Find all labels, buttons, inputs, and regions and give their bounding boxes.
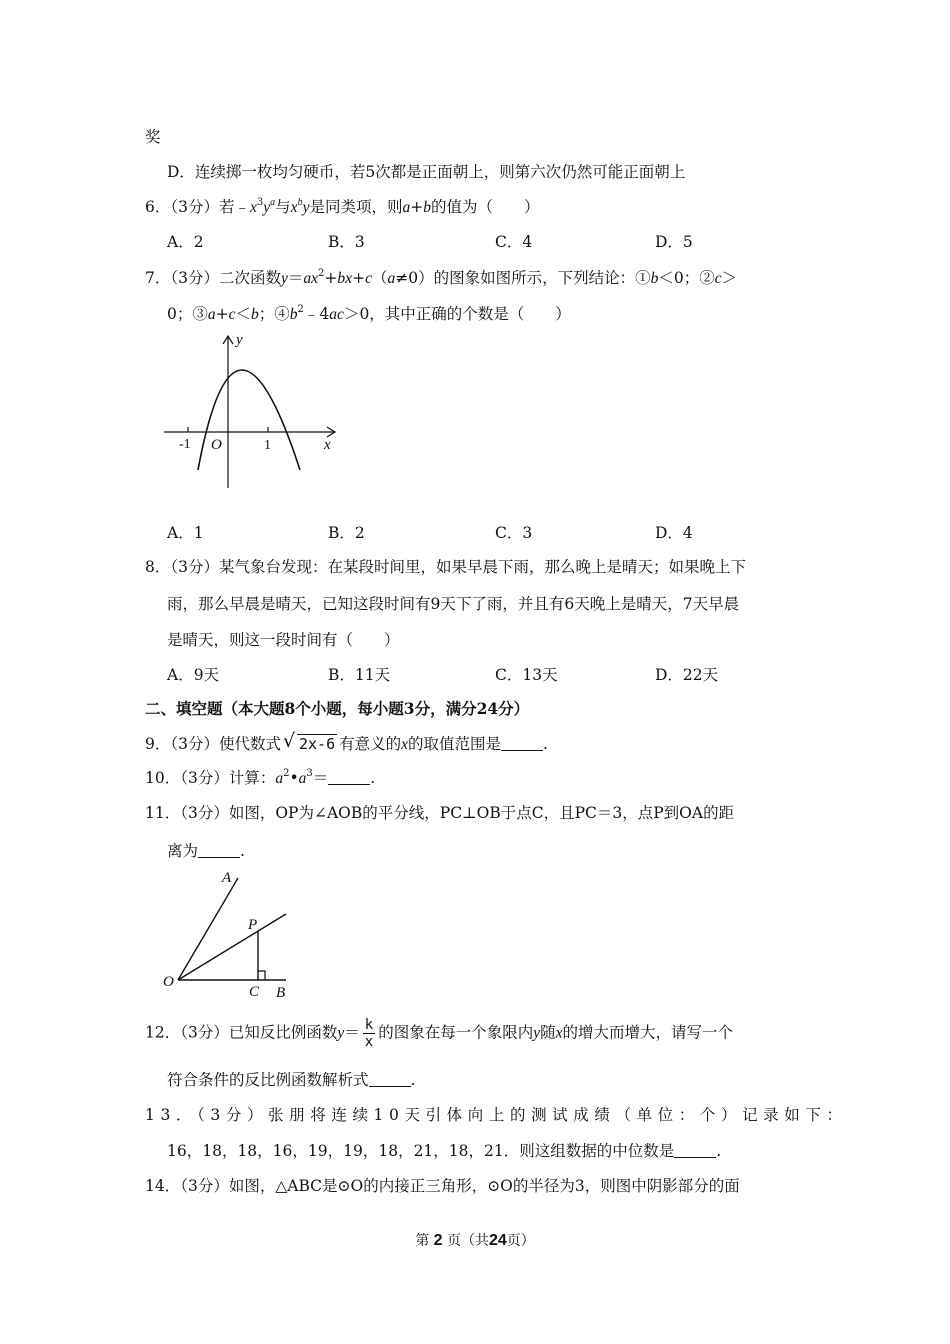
footer-text-a: 第 [415, 1233, 430, 1249]
label-p: P [248, 917, 258, 933]
q7-stem-line2: 0；③a+c＜b；$④b^2﹣4ac>0$，其中正确的个数是（ ） [167, 304, 571, 323]
footer-total-pages: 24 [489, 1232, 507, 1249]
q9-radicand: 2x-6 [299, 735, 336, 753]
q11-text-2b: . [240, 842, 245, 860]
q13-text-2b: . [716, 1142, 722, 1160]
q7-parabola-graph [160, 330, 345, 492]
q9-text-c: 的取值范围是 [408, 735, 502, 753]
q14-text-1: （3分）如图，△ABC是⊙O的内接正三角形，⊙O的半径为3，则图中阴影部分的面 [180, 1177, 740, 1195]
q12-answer-blank[interactable] [369, 1072, 411, 1087]
q11-stem-line1 [145, 803, 734, 823]
q10-answer-blank[interactable] [328, 770, 370, 785]
q9-text-b: 有意义的 [339, 735, 402, 753]
q6-option-c: C．4 [495, 233, 533, 251]
x-axis-label: x [324, 437, 331, 453]
q6-end: 的值为（ ） [430, 198, 540, 216]
q7-text-d: ＞ [721, 269, 738, 287]
q13-answer-blank[interactable] [674, 1143, 716, 1158]
fraction-numerator: k [364, 1017, 374, 1033]
q7-text-f: ；④ [258, 305, 290, 323]
q6-tail: 是同类项，则 [309, 198, 403, 216]
q13-text-2a: 16，18，18，16，19，19，18，21，18，21．则这组数据的中位数是 [167, 1142, 675, 1160]
q10-text-c: . [370, 769, 376, 787]
q12-stem-line1: 12．（3分）已知反比例函数y＝ $\frac{k}{x}$ 的图象在每一个象限内y随x的增大而增大，请写一个 [145, 1017, 734, 1050]
q9-answer-blank[interactable] [501, 736, 543, 751]
q14-number: 14． [145, 1177, 181, 1195]
q10-text-b: ＝ [312, 769, 329, 787]
q7-text-g: ﹣4 [303, 305, 330, 323]
q9-number: 9． [145, 735, 171, 753]
label-b: B [276, 985, 286, 1000]
q7-text-c: ＜0；② [658, 269, 715, 287]
q7-text-e: 0；③ [167, 305, 208, 323]
q6-number: 6． [145, 198, 171, 216]
q7-text-a: （3分）二次函数 [170, 269, 281, 287]
q8-stem-line3: 是晴天，则这一段时间有（ ） [167, 631, 400, 649]
q12-stem-line2 [167, 1070, 415, 1090]
q7-option-d: D．4 [655, 524, 693, 542]
q11-answer-blank[interactable] [198, 843, 240, 858]
q10-text-a: （3分）计算： [180, 769, 276, 787]
q9-stem: 9．（3分）使代数式 √ 2x-6 有意义的x的取值范围是 . [145, 730, 548, 753]
q11-angle-figure [158, 866, 298, 1000]
q11-text-1: （3分）如图，OP为∠AOB的平分线，PC⊥OB于点C，且PC＝3，点P到OA的距 [180, 804, 735, 822]
q5-option-d: D．连续掷一枚均匀硬币，若5次都是正面朝上，则第六次仍然可能正面朝上 [167, 163, 686, 181]
q8-number: 8． [145, 558, 171, 576]
q11-number: 11． [145, 804, 181, 822]
fraction-denominator: x [364, 1034, 374, 1050]
footer-text-c: 页） [506, 1233, 535, 1249]
q9-text-a: （3分）使代数式 [170, 735, 281, 753]
q12-number: 12． [145, 1023, 181, 1042]
right-angle-mark [258, 971, 265, 980]
page-footer [0, 1231, 950, 1251]
q10-number: 10． [145, 769, 181, 787]
q5-tail: 奖 [145, 128, 161, 146]
q14-stem-line1 [145, 1176, 740, 1196]
q13-text-1: （3分）张朋将连续10天引体向上的测试成绩（单位：个）记录如下： [197, 1106, 848, 1124]
origin-label: O [211, 437, 222, 453]
q8-stem-line2: 雨，那么早晨是晴天，已知这段时间有9天下了雨，并且有6天晚上是晴天，7天早晨 [167, 595, 740, 613]
q7-option-c: C．3 [495, 524, 533, 542]
q7-stem-line1: 7．（3分）二次函数$y=ax^2+bx+c(a\ne 0)$的图象如图所示，下列结论：①b＜0；②c＞ [145, 268, 738, 287]
q8-text-1: （3分）某气象台发现：在某段时间里，如果早晨下雨，那么晚上是晴天；如果晚上下 [170, 558, 746, 576]
q10-stem: 10．（3分）计算：$a^2•a^3=$ . [145, 768, 376, 787]
q13-stem-line1 [145, 1105, 848, 1125]
q8-option-a: A．9天 [167, 666, 220, 684]
neg1-label: -1 [179, 437, 191, 452]
q6-points: （3分）若﹣ [170, 198, 250, 216]
one-label: 1 [264, 438, 271, 453]
q7-number: 7． [145, 269, 171, 287]
q13-stem-line2 [167, 1141, 721, 1161]
q7-text-h: ＞0，其中正确的个数是（ ） [343, 305, 571, 323]
q11-stem-line2 [167, 841, 245, 861]
q8-stem-line1 [145, 557, 746, 577]
label-a: A [222, 870, 232, 886]
q9-sqrt: √ 2x-6 [283, 730, 336, 753]
q12-text-2b: . [410, 1071, 416, 1089]
q13-number: 13． [145, 1106, 198, 1124]
q8-option-c: C．13天 [495, 666, 558, 684]
q6-option-b: B．3 [328, 233, 365, 251]
footer-page-number: 2 [433, 1232, 443, 1249]
q12-text-c: 随 [540, 1023, 556, 1042]
q12-text-2a: 符合条件的反比例函数解析式 [167, 1071, 369, 1089]
q7-text-b: 的图象如图所示，下列结论：① [433, 269, 651, 287]
ray-op [178, 914, 286, 980]
q12-text-b: 的图象在每一个象限内 [378, 1023, 534, 1042]
q12-text-d: 的增大而增大，请写一个 [562, 1023, 734, 1042]
label-c: C [249, 984, 260, 1000]
q6-option-a: A．2 [167, 233, 204, 251]
section2-title: 二、填空题（本大题8个小题，每小题3分，满分24分） [145, 699, 530, 718]
q8-option-d: D．22天 [655, 666, 719, 684]
ray-oa [178, 878, 238, 980]
footer-text-b: 页（共 [447, 1233, 489, 1249]
q6-option-d: D．5 [655, 233, 693, 251]
q6-stem: 6．（3分）若$﹣x^3y^a$与$x^by$是同类项，则a+b的值为（ ） [145, 197, 540, 216]
q6-mid: 与 [275, 198, 291, 216]
q8-option-b: B．11天 [328, 666, 391, 684]
parabola-curve [198, 370, 300, 470]
q12-fraction [363, 1017, 375, 1050]
q12-text-a: （3分）已知反比例函数 [180, 1023, 338, 1042]
q9-text-d: . [543, 735, 548, 753]
q7-option-a: A．1 [167, 524, 204, 542]
q7-option-b: B．2 [328, 524, 365, 542]
y-axis-label: y [236, 332, 243, 348]
q11-text-2a: 离为 [167, 842, 199, 860]
label-o: O [163, 974, 174, 990]
